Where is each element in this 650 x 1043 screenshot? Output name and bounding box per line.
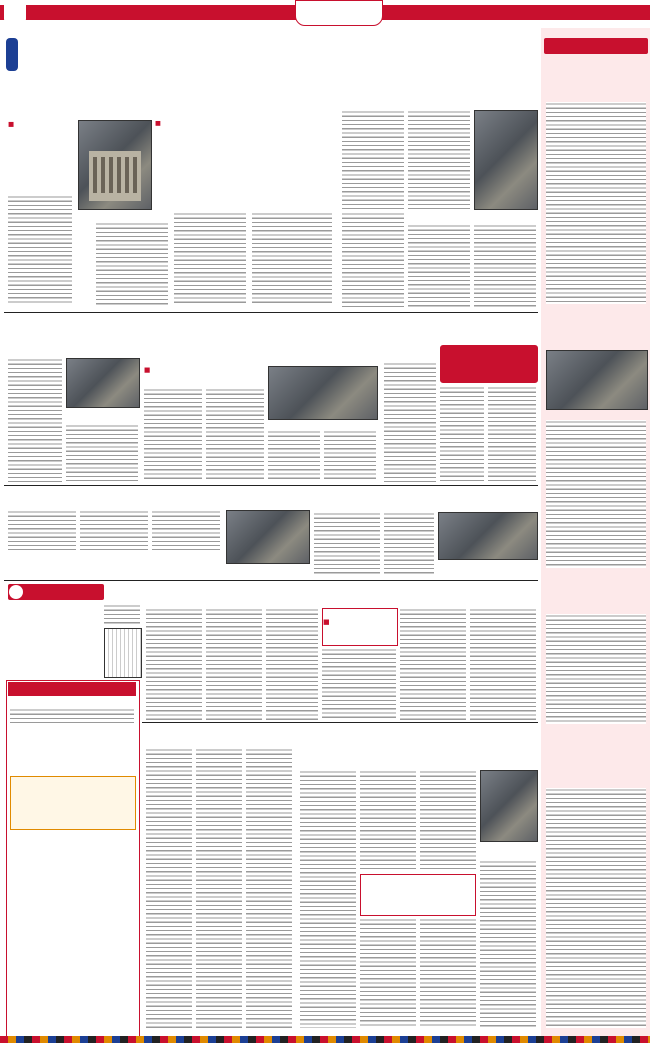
right-top-body-col3 [342, 212, 404, 308]
police-caption [268, 420, 376, 428]
quick-read-story2-photo [546, 350, 648, 410]
lead-headline-accent [6, 38, 18, 71]
vyapar-headline [314, 488, 536, 508]
lead-body-col4 [252, 212, 332, 306]
sudoku-header [8, 584, 104, 600]
cold-body-col3 [360, 918, 416, 1028]
lead-headline [6, 36, 334, 116]
mela-box [440, 345, 538, 383]
sudoku-badge [9, 585, 23, 599]
row5-divider [142, 722, 538, 723]
right-top-body-col5 [474, 224, 536, 308]
paper-name-small [110, 1, 190, 7]
page-number [4, 2, 26, 22]
police-photo [268, 366, 378, 420]
right-top-body-col2 [408, 110, 470, 210]
sports-body-col1 [146, 748, 192, 1028]
police-subheading [144, 366, 264, 384]
row2-divider [4, 312, 538, 313]
lead-body-col3 [174, 212, 246, 306]
quick-read-story3-body [546, 614, 646, 724]
quick-read-story3-headline [546, 570, 646, 612]
paper-name [30, 6, 140, 20]
police-body-col3 [268, 430, 320, 482]
vyapar-photo [438, 512, 538, 560]
quick-read-story4-headline [546, 742, 646, 784]
wheat-photo [226, 510, 310, 564]
cold-headline [300, 726, 538, 766]
vyapar-body-col2 [384, 512, 434, 576]
sbi-body-col1 [8, 358, 62, 482]
horoscope-panchang [10, 708, 134, 726]
fine-body-col3 [266, 608, 318, 720]
sudoku-instructions [104, 604, 140, 624]
registration-strip [0, 1036, 650, 1043]
cold-body-col5 [420, 918, 476, 1028]
vyapar-caption [438, 559, 536, 567]
cold-box-text [361, 875, 475, 878]
sudoku-solution-grid [104, 628, 142, 678]
cold-body-col1 [300, 770, 356, 1028]
quick-read-story2-headline [546, 316, 646, 346]
quick-read-story1-headline [546, 58, 646, 100]
police-body-col2 [206, 388, 264, 482]
lead-photo [78, 120, 152, 210]
horoscope-header [8, 682, 136, 696]
cold-caption [480, 842, 536, 856]
fine-body-col4 [322, 648, 396, 720]
fine-box [322, 608, 398, 646]
row3-divider [4, 485, 538, 486]
sbi-photo [66, 358, 140, 408]
wheat-caption [226, 563, 308, 577]
mela-body-col3 [488, 386, 536, 482]
quick-read-story1-body [546, 102, 646, 304]
fine-headline [146, 584, 536, 604]
sports-headline [146, 726, 296, 744]
cold-box [360, 874, 476, 916]
quick-read-story2-body [546, 420, 646, 568]
sbi-caption [66, 407, 138, 421]
right-top-body-col4 [408, 224, 470, 308]
quick-read-header [544, 38, 648, 54]
police-body-col4 [324, 430, 376, 482]
quick-read-story2-caption [546, 409, 646, 417]
building-windows [93, 157, 137, 193]
row4-divider [4, 580, 538, 581]
right-top-photo [474, 110, 538, 210]
sports-body-col3 [246, 748, 292, 1028]
wheat-headline [8, 488, 308, 508]
cold-body-col4 [420, 770, 476, 870]
right-top-photo-caption [408, 212, 536, 220]
dateline [480, 8, 648, 18]
police-body-col1 [144, 388, 202, 482]
fine-body-col1 [146, 608, 202, 720]
mela-body-col2 [440, 386, 484, 482]
sbi-headline [8, 318, 132, 354]
wheat-body-col3 [152, 510, 220, 550]
right-top-body-col1 [342, 110, 404, 210]
fine-body-col2 [206, 608, 262, 720]
lead-body-col1 [8, 195, 72, 305]
horoscope-signs-bottom [10, 832, 134, 1032]
lead-photo-caption [78, 210, 150, 218]
right-top-headline [342, 40, 534, 106]
wheat-body-col1 [8, 510, 76, 550]
cold-body-col6 [480, 860, 536, 1028]
wheat-body-col2 [80, 510, 148, 550]
fine-box-icon: ■ [323, 618, 330, 626]
lead-bullet [8, 120, 72, 190]
cold-body-col2 [360, 770, 416, 870]
kundli-ad [10, 776, 136, 830]
quick-read-story4-body [546, 788, 646, 1028]
fine-body-col6 [470, 608, 536, 720]
bullet-icon: ■ [8, 120, 15, 128]
mela-box-text [441, 346, 537, 350]
mela-body-col1 [384, 362, 436, 482]
vyapar-body-col1 [314, 512, 380, 576]
kundli-app-text [11, 777, 135, 781]
lead-body-col2 [96, 222, 168, 306]
sbi-body-col2 [66, 424, 138, 482]
highlight-square-icon: ■ [155, 120, 161, 127]
city-tab [295, 0, 383, 26]
police-bullet-icon: ■ [144, 366, 151, 374]
horoscope-date [10, 698, 134, 706]
police-headline [144, 318, 376, 362]
sports-body-col2 [196, 748, 242, 1028]
horoscope-signs-top [10, 730, 134, 774]
lead-highlight [155, 120, 333, 206]
fine-body-col5 [400, 608, 466, 720]
cold-photo [480, 770, 538, 842]
masthead [0, 0, 650, 28]
